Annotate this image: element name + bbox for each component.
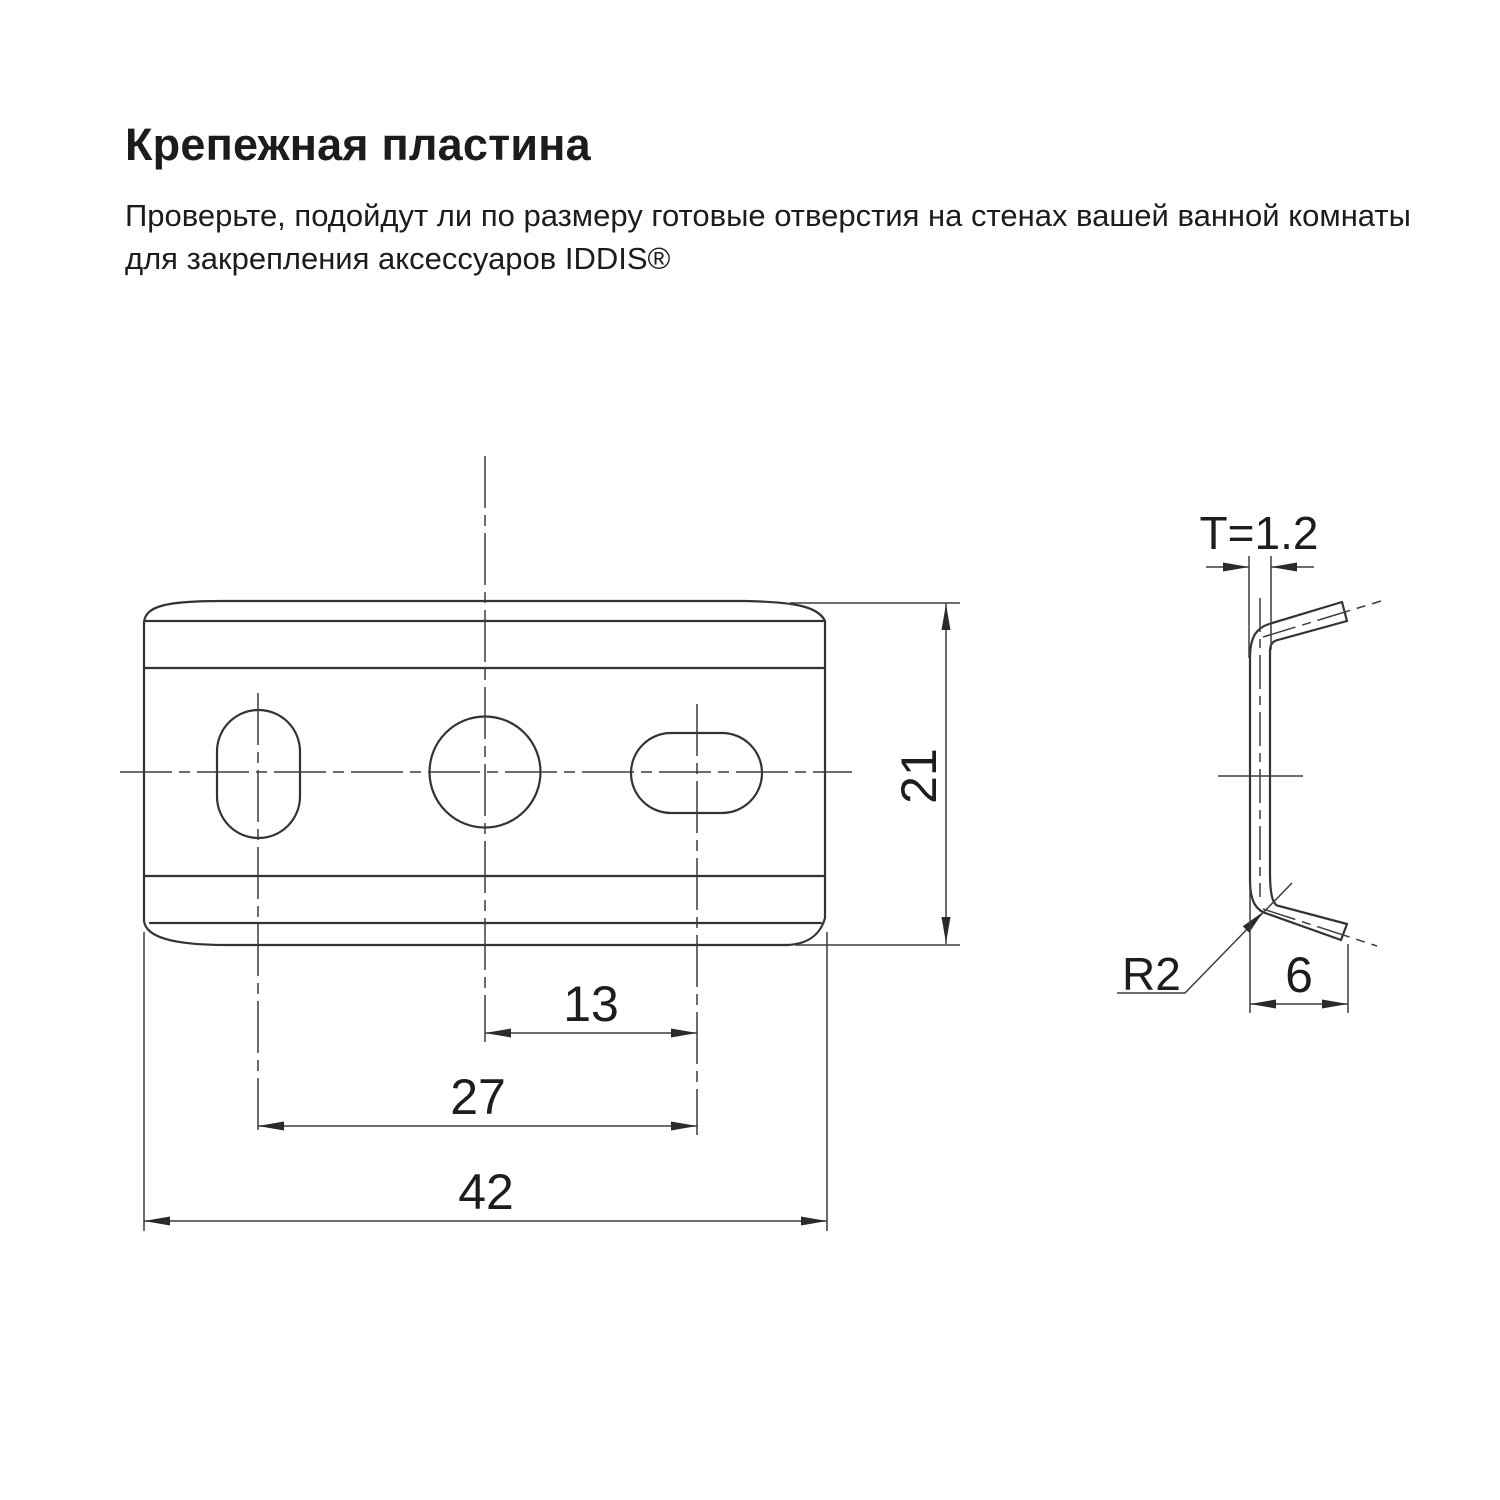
front-view-dimensions — [144, 603, 960, 1231]
dim-27-label: 27 — [450, 1069, 506, 1125]
dim-radius-label: R2 — [1122, 948, 1181, 1000]
dim-21-label: 21 — [891, 748, 947, 804]
dim-27-arrow-right — [671, 1122, 697, 1131]
dim-6-arrow-right — [1322, 1000, 1348, 1009]
section-top-flange-outer — [1250, 602, 1342, 658]
section-top-flange-inner — [1270, 621, 1347, 651]
dim-13-arrow-right — [671, 1029, 697, 1038]
dim-21-arrow-bottom — [942, 917, 951, 943]
side-view — [1218, 598, 1381, 946]
dim-42-arrow-right — [801, 1217, 827, 1226]
dim-flange-depth-label: 6 — [1285, 947, 1313, 1003]
dim-thickness-label: T=1.2 — [1199, 507, 1319, 559]
subtitle-line-2: для закрепления аксессуаров IDDIS® — [125, 241, 671, 276]
section-top-flange-centerline — [1263, 601, 1381, 637]
dim-27-arrow-left — [258, 1122, 284, 1131]
dim-21-arrow-top — [942, 604, 951, 630]
side-view-dimensions — [1117, 507, 1348, 1013]
section-bottom-flange-centerline — [1263, 909, 1377, 946]
section-bottom-flange-end — [1341, 924, 1347, 940]
section-bottom-flange-inner — [1270, 872, 1347, 924]
dim-t-arrow-left — [1223, 563, 1249, 572]
dim-6-arrow-left — [1250, 1000, 1276, 1009]
dim-13-arrow-left — [485, 1029, 511, 1038]
dim-42-arrow-left — [144, 1217, 170, 1226]
dim-13-label: 13 — [563, 976, 619, 1032]
page-title: Крепежная пластина — [125, 119, 591, 170]
subtitle-line-1: Проверьте, подойдут ли по размеру готовые отверстия на стенах вашей ванной комнаты — [125, 198, 1411, 233]
dim-42-label: 42 — [458, 1164, 514, 1220]
dim-t-arrow-right — [1271, 563, 1297, 572]
